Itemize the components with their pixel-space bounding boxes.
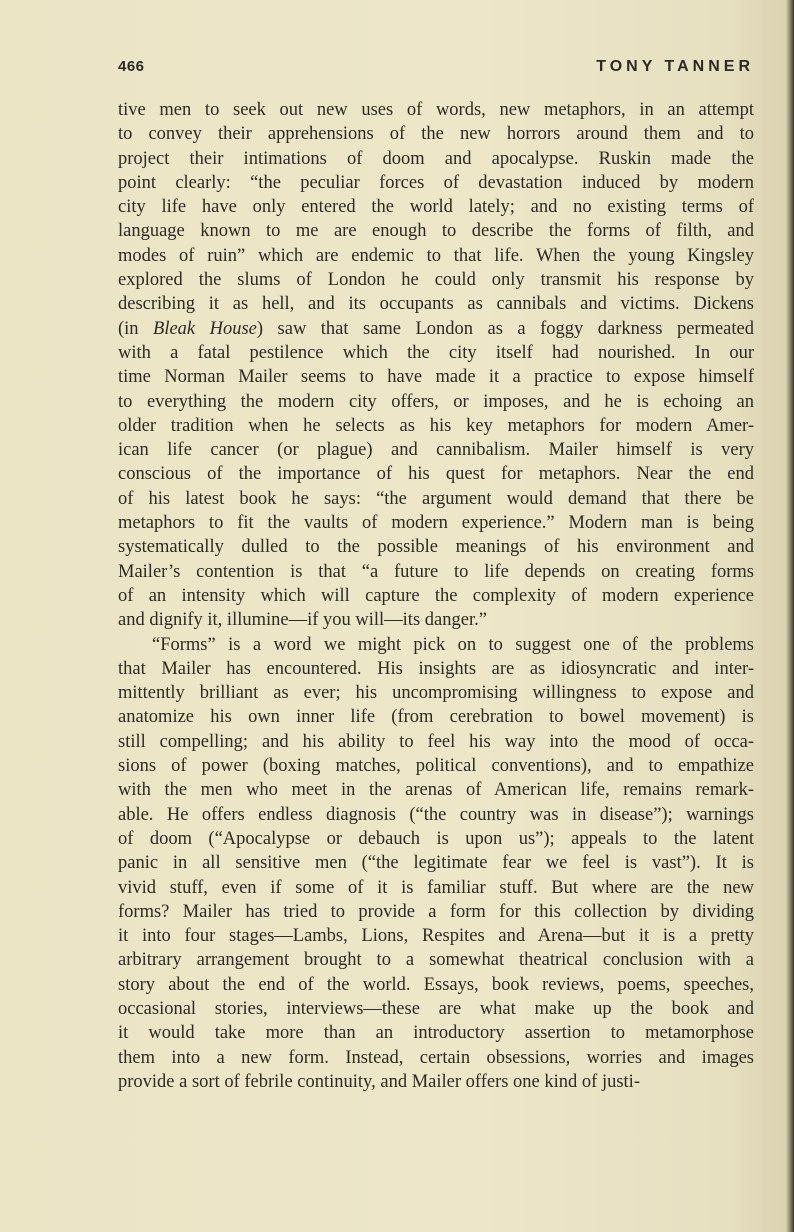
text-line: it into four stages—Lambs, Lions, Respites and Arena—but it is a pretty xyxy=(118,926,754,947)
text-line: explored the slums of London he could only transmit his response by xyxy=(118,270,754,291)
text-line: of doom (“Apocalypse or debauch is upon us”); appeals to the latent xyxy=(118,828,754,849)
text-line: forms? Mailer has tried to provide a form for this collection by dividing xyxy=(118,901,754,922)
text-line: conscious of the importance of his quest for metaphors. Near the end xyxy=(118,464,754,485)
text-line: language known to me are enough to describe the forms of filth, and xyxy=(118,221,754,242)
text-line: ican life cancer (or plague) and cannibalism. Mailer himself is very xyxy=(118,440,754,461)
text-line: point clearly: “the peculiar forces of devastation induced by modern xyxy=(118,172,754,193)
text-line: “Forms” is a word we might pick on to suggest one of the problems xyxy=(152,634,754,655)
page-edge-shadow xyxy=(786,0,794,1232)
text-line: able. He offers endless diagnosis (“the country was in disease”); warnings xyxy=(118,804,754,825)
text-line: occasional stories, interviews—these are what make up the book and xyxy=(118,998,754,1019)
text-line: still compelling; and his ability to feel his way into the mood of occa- xyxy=(118,731,754,752)
text-line: them into a new form. Instead, certain obsessions, worries and images xyxy=(118,1047,754,1068)
paragraph xyxy=(118,98,754,633)
text-line: systematically dulled to the possible meanings of his environment and xyxy=(118,537,754,558)
text-line: with the men who meet in the arenas of American life, remains remark- xyxy=(118,780,754,801)
text-line: vivid stuff, even if some of it is familiar stuff. But where are the new xyxy=(118,877,754,898)
paragraph xyxy=(118,633,754,1095)
text-line: of an intensity which will capture the complexity of modern experience xyxy=(118,585,754,606)
text-line: mittently brilliant as ever; his uncompromising willingness to expose and xyxy=(118,683,754,704)
text-line: city life have only entered the world lately; and no existing terms of xyxy=(118,197,754,218)
text-line: metaphors to fit the vaults of modern experience.” Modern man is being xyxy=(118,513,754,534)
text-line: modes of ruin” which are endemic to that life. When the young Kingsley xyxy=(118,245,754,266)
text-line: Mailer’s contention is that “a future to life depends on creating forms xyxy=(118,561,754,582)
text-line: that Mailer has encountered. His insights are as idiosyncratic and inter- xyxy=(118,658,754,679)
text-line: to everything the modern city offers, or imposes, and he is echoing an xyxy=(118,391,754,412)
text-line: tive men to seek out new uses of words, new metaphors, in an attempt xyxy=(118,100,754,120)
text-line: sions of power (boxing matches, political conventions), and to empathize xyxy=(118,756,754,777)
text-line: provide a sort of febrile continuity, and Mailer offers one kind of justi- xyxy=(118,1071,640,1092)
text-line: describing it as hell, and its occupants as cannibals and victims. Dickens xyxy=(118,294,754,315)
text-line: anatomize his own inner life (from cerebration to bowel movement) is xyxy=(118,707,754,728)
text-line: older tradition when he selects as his key metaphors for modern Amer- xyxy=(118,415,754,436)
text-line: it would take more than an introductory assertion to metamorphose xyxy=(118,1023,754,1044)
text-line: with a fatal pestilence which the city itself had nourished. In our xyxy=(118,342,754,363)
text-line: (in Bleak House) saw that same London as a foggy darkness permeated xyxy=(118,318,754,339)
text-line: and dignify it, illumine—if you will—its danger.” xyxy=(118,610,487,631)
running-head xyxy=(118,58,754,84)
text-line: to convey their apprehensions of the new horrors around them and to xyxy=(118,124,754,145)
text-line: arbitrary arrangement brought to a somewhat theatrical conclusion with a xyxy=(118,950,754,971)
running-head-author: TONY TANNER xyxy=(596,58,754,75)
text-line: story about the end of the world. Essays, book reviews, poems, speeches, xyxy=(118,974,754,995)
text-line: time Norman Mailer seems to have made it a practice to expose himself xyxy=(118,367,754,388)
body-text xyxy=(118,98,754,1094)
text-line: panic in all sensitive men (“the legitimate fear we feel is vast”). It is xyxy=(118,853,754,874)
text-line: of his latest book he says: “the argument would demand that there be xyxy=(118,488,754,509)
page-number: 466 xyxy=(118,58,145,75)
text-line: project their intimations of doom and apocalypse. Ruskin made the xyxy=(118,148,754,169)
